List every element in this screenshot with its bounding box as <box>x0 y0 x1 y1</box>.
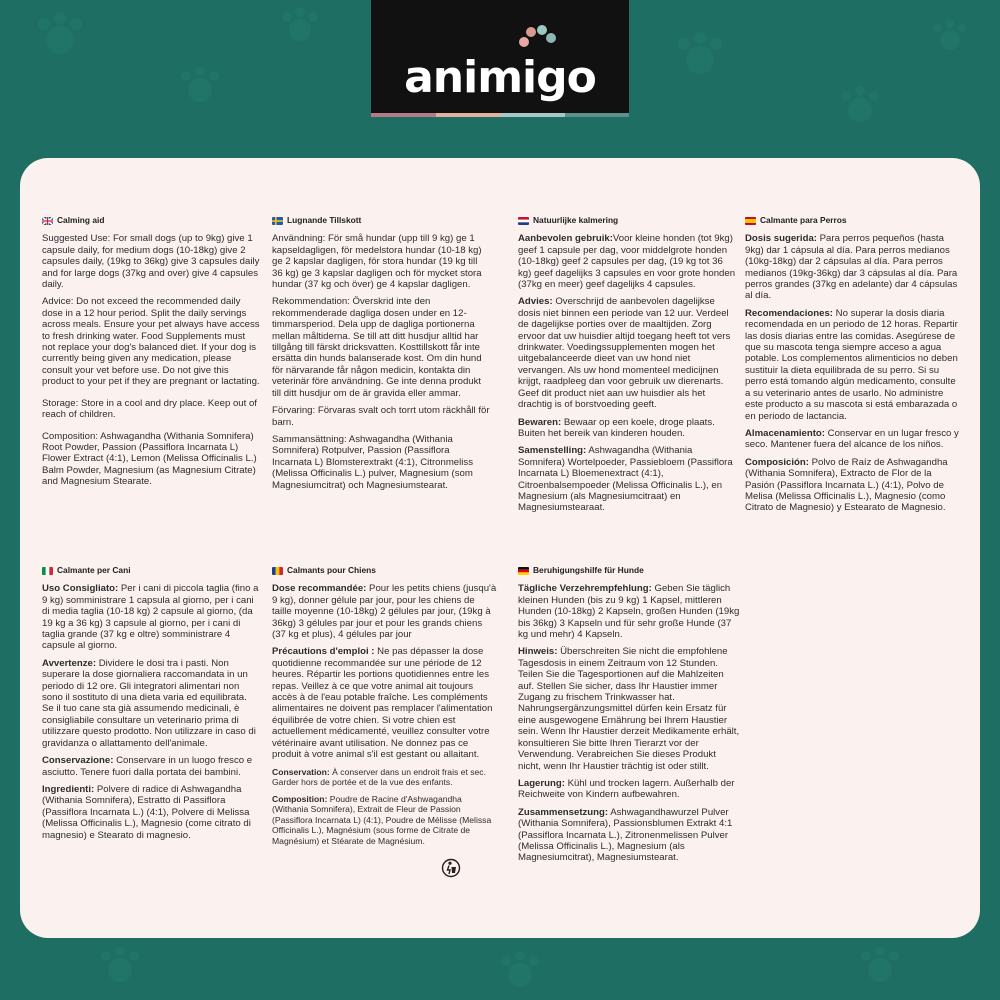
para-label: Zusammensetzung: <box>518 806 609 818</box>
para-label: Användning: <box>272 233 326 245</box>
section-title: Natuurlijke kalmering <box>533 215 619 225</box>
para-text: För små hundar (upp till 9 kg) ge 1 kapseldagligen, för medelstora hundar (10-18 kg) ge 2 kapslar dagligen, för stora hundar (19 kg till 36 kg) ge 3 kapslar dagligen och för mycket stora hundar (37 kg och över) ge 4 kapslar dagligen. <box>272 233 482 291</box>
flag-it-icon <box>42 567 53 575</box>
paragraph <box>272 405 490 428</box>
para-label: Conservazione: <box>42 755 114 767</box>
section-heading <box>272 565 497 576</box>
para-label: Avvertenze: <box>42 657 97 669</box>
section-german <box>518 565 740 870</box>
paragraph <box>745 428 961 451</box>
brand-logo: animigo <box>404 52 596 103</box>
para-text: Bewaar op een koele, droge plaats. Buiten het bereik van kinderen houden. <box>518 416 715 439</box>
para-text: Überschreiten Sie nicht die empfohlene Tagesdosis in einem Zeitraum von 12 Stunden. Teilen Sie die Tagesportionen auf die Mahlzeiten auf. Stellen Sie sicher, dass Ihr Haustier immer Zugang zu frischem Trinkwasser hat. Nahrungsergänzungsmittel dürfen kein Ersatz für eine ausgewogene Ernährung bei Ihrem Haustier sein. Wenn Ihr Haustier derzeit Medikamente erhält, konsultieren Sie bitte Ihren Tierarzt vor der Verwendung. Verabreichen Sie dieses Produkt nicht, wenn Ihr Haustier trächtig ist oder stillt. <box>518 646 740 772</box>
paragraph <box>42 583 260 651</box>
para-text: For small dogs (up to 9kg) give 1 capsule daily, for medium dogs (10-18kg) give 2 capsules daily, (19kg to 36kg) give 3 capsules daily and for large dogs (37kg and over) give 4 capsules daily. <box>42 233 260 291</box>
paragraph <box>272 434 490 491</box>
logo-stripe <box>565 113 629 117</box>
para-label: Précautions d'emploi : <box>272 646 375 658</box>
para-text: Ne pas dépasser la dose quotidienne recommandée sur une période de 12 heures. Répartir les portions quotidiennes entre les repas. Veillez à ce que votre animal ait toujours accès à de l'eau potable fraîche. Les compléments alimentaires ne doivent pas remplacer l'alimentation équilibrée de votre chien. Si votre chien est actuellement médicamenté, veuillez consulter votre vétérinaire avant utilisation. Ne donnez pas ce produit à votre animal s'il est gestant ou allaitant. <box>272 646 493 761</box>
logo-stripe <box>371 113 436 117</box>
paragraph <box>518 445 736 513</box>
section-heading <box>745 215 961 226</box>
para-label: Tägliche Verzehrempfehlung: <box>518 583 652 595</box>
section-title: Calming aid <box>57 215 105 225</box>
para-text: Overschrijd de aanbevolen dagelijkse dosis niet binnen een periode van 12 uur. Verdeel de dagelijkse porties over de maaltijden. Zorg ervoor dat uw huisdier altijd toegang heeft tot vers drinkwater. Voedingssupplementen mogen het uitgebalanceerde dieet van uw hond niet vervangen. Als uw hond momenteel medicijnen krijgt, raadpleeg dan voor gebruik uw dierenarts. Geef dit product niet aan uw huisdier als het drachtig is of borstvoeding geeft. <box>518 296 731 411</box>
section-title: Calmants pour Chiens <box>287 565 376 575</box>
para-text: Do not exceed the recommended daily dose in a 12 hour period. Split the daily servings across meals. Ensure your pet always have access to fresh drinking water. Food Supplements must not replace your dog's balanced diet. If your dog is currently being given any medication, please consult your vet before use. Do not give this product to your pet if they are pregnant or lactating. <box>42 296 260 388</box>
para-label: Ingredienti: <box>42 783 95 795</box>
para-label: Suggested Use: <box>42 233 111 245</box>
paw-logo-icon <box>518 24 558 52</box>
para-label: Conservation: <box>272 766 330 777</box>
section-heading <box>518 565 740 576</box>
para-label: Lagerung: <box>518 777 565 789</box>
section-heading <box>42 565 260 576</box>
flag-es-icon <box>745 217 756 225</box>
para-label: Rekommendation: <box>272 296 350 308</box>
para-label: Storage: <box>42 397 79 409</box>
para-label: Aanbevolen gebruik: <box>518 233 613 245</box>
paragraph <box>518 807 740 864</box>
para-text: Kühl und trocken lagern. Außerhalb der Reichweite von Kindern aufbewahren. <box>518 777 735 801</box>
section-french <box>272 565 497 853</box>
para-text: Voor kleine honden (tot 9kg) geef 1 capsule per dag, voor middelgrote honden (10-18kg) geef 2 capsules per dag, (19 kg tot 36 kg) geef dagelijks 3 capsules en voor grote honden (37kg en meer) geef dagelijks 4 capsules. <box>518 233 736 291</box>
section-italian <box>42 565 260 847</box>
paragraph <box>745 457 961 514</box>
para-text: Ashwagandha (Withania Somnifera) Wortelpoeder, Passiebloem (Passiflora Incarnata L) Bloemenextract (4:1), Citroenbalsempoeder (Melissa Officinalis L.), en Magnesium (als Magnesiumcitraat) en Magnesiumstearaat. <box>518 445 733 514</box>
para-text: À conserver dans un endroit frais et sec. Garder hors de portée et de la vue des enfants. <box>272 766 486 788</box>
paragraph <box>272 767 497 788</box>
paragraph <box>42 658 260 749</box>
paragraph <box>42 784 260 841</box>
flag-uk-icon <box>42 217 53 225</box>
para-text: Polvo de Raíz de Ashwagandha (Withania Somnifera), Extracto de Flor de la Pasión (Passiflora Incarnata L.) (4:1), Polvo de Melisa (Melissa Officinalis L.), Magnesio (como Citrato de Magnesio) y Estearato de Magnesio. <box>745 456 948 514</box>
para-text: Polvere di radice di Ashwagandha (Withania Somnifera), Estratto di Passiflora (Passiflora Incarnata L.) (4:1), Polvere di Melissa (Melissa Officinalis L.), Magnesio (come citrato di magnesio) e Stearato di magnesio. <box>42 783 251 841</box>
para-text: Store in a cool and dry place. Keep out of reach of children. <box>42 397 257 421</box>
para-label: Dose recommandée: <box>272 583 367 595</box>
para-label: Förvaring: <box>272 405 316 417</box>
para-label: Almacenamiento: <box>745 427 825 439</box>
section-english <box>42 215 260 494</box>
dispose-bin-icon <box>441 858 461 878</box>
paragraph <box>745 233 961 301</box>
para-label: Advice: <box>42 296 74 308</box>
paragraph <box>42 431 260 488</box>
paragraph <box>42 755 260 778</box>
logo-stripe <box>501 113 565 117</box>
brand-logo-panel <box>371 0 629 117</box>
para-text: Förvaras svalt och torrt utom räckhåll för barn. <box>272 405 490 428</box>
para-text: Överskrid inte den rekommenderade dagliga dosen under en 12-timmarsperiod. Dela upp de dagliga portionerna mellan måltiderna. Se till att ditt husdjur alltid har tillgång till färskt dricksvatten. Kosttillskott får inte ersätta din hunds balanserade kost. Om din hund för närvarande får någon medicin, kontakta din veterinär före användning. Ge inte denna produkt till ditt husdjur om de är gravida eller ammar. <box>272 296 482 399</box>
para-label: Hinweis: <box>518 646 558 658</box>
para-text: Per i cani di piccola taglia (fino a 9 kg) somministrare 1 capsula al giorno, per i cani di media taglia (10-18 kg) 2 capsule al giorno, (da 19 kg a 36 kg) 3 capsule al giorno, per i cani di taglia grande (37 kg e oltre) somministrare 4 capsule al giorno. <box>42 583 259 652</box>
para-text: No superar la dosis diaria recomendada en un periodo de 12 horas. Repartir las dosis diarias entre las comidas. Asegúrese de que su mascota tenga siempre acceso a agua potable. Los complementos alimenticios no deben sustituir la dieta equilibrada de su perro. Si su perro está tomando algún medicamento, consulte a su veterinario antes de usarlo. No administre este producto a su mascota si está embarazada o en periodo de lactancia. <box>745 307 958 422</box>
para-text: Ashwagandha (Withania Somnifera) Rotpulver, Passion (Passiflora Incarnata L) Blomsterextrakt (4:1), Citronmeliss (Melissa Officinalis L.) pulver, Magnesium (som Magnesiumcitrat) och Magnesiumstearat. <box>272 433 474 491</box>
paragraph <box>272 583 497 640</box>
para-label: Sammansättning: <box>272 433 347 445</box>
paragraph <box>518 296 736 410</box>
section-heading <box>518 215 736 226</box>
section-title: Calmante per Cani <box>57 565 131 575</box>
flag-fr-be-icon <box>272 567 283 575</box>
paragraph <box>518 646 740 771</box>
section-title: Calmante para Perros <box>760 215 847 225</box>
paragraph <box>42 398 260 421</box>
flag-se-icon <box>272 217 283 225</box>
para-text: Conservar en un lugar fresco y seco. Mantener fuera del alcance de los niños. <box>745 427 959 451</box>
section-dutch <box>518 215 736 520</box>
para-label: Composition: <box>42 430 98 442</box>
para-label: Composition: <box>272 793 328 804</box>
section-swedish <box>272 215 490 497</box>
paragraph <box>272 296 490 399</box>
para-label: Recomendaciones: <box>745 307 833 319</box>
paragraph <box>745 308 961 422</box>
para-label: Advies: <box>518 296 553 308</box>
paragraph <box>272 233 490 290</box>
flag-de-icon <box>518 567 529 575</box>
paragraph <box>42 233 260 290</box>
logo-stripe <box>436 113 501 117</box>
paragraph <box>518 778 740 801</box>
para-text: Ashwagandha (Withania Somnifera) Root Powder, Passion (Passiflora Incarnata L) Flower Extract (4:1), Lemon (Melissa Officinalis L.) Balm Powder, Magnesium (as Magnesium Citrate) and Magnesium Stearate. <box>42 430 257 488</box>
paragraph <box>518 233 736 290</box>
para-label: Uso Consigliato: <box>42 583 119 595</box>
section-heading <box>272 215 490 226</box>
para-text: Dividere le dosi tra i pasti. Non superare la dose giornaliera raccomandata in un periodo di 12 ore. Gli integratori alimentari non sono il sostituto di una dieta varia ed equilibrata. Se il tuo cane sta già assumendo medicinali, è consigliabile consultare un veterinario prima di utilizzare questo prodotto. Non utilizzare in caso di gravidanza o allattamento dell'animale. <box>42 657 256 749</box>
para-text: Pour les petits chiens (jusqu'à 9 kg), donner gélule par jour, pour les chiens de taille moyenne (10-18kg) 2 gélules par jour, (19kg à 36kg) 3 gélules par jour et pour les grands chiens (37 kg et plus), 4 gélules par jour <box>272 583 497 641</box>
paragraph <box>272 646 497 760</box>
section-heading <box>42 215 260 226</box>
para-label: Dosis sugerida: <box>745 233 817 245</box>
para-text: Conservare in un luogo fresco e asciutto. Tenere fuori dalla portata dei bambini. <box>42 755 253 778</box>
paragraph <box>518 583 740 640</box>
paragraph <box>518 417 736 440</box>
section-title: Lugnande Tillskott <box>287 215 362 225</box>
flag-nl-icon <box>518 217 529 225</box>
para-text: Para perros pequeños (hasta 9kg) dar 1 cápsula al día. Para perros medianos (10kg-18kg) dar 2 cápsulas al día. Para perros medianos (19kg-36kg) dar 3 cápsulas al día. Para perros grandes (37kg en adelante) dar 4 cápsulas al día. <box>745 233 958 302</box>
paragraph <box>42 296 260 387</box>
para-text: Ashwagandhawurzel Pulver (Withania Somnifera), Passionsblumen Extrakt 4:1 (Passiflora Incarnata L.), Zitronenmelissen Pulver (Melissa Officinalis L.), Magnesium (als Magnesiumcitrat), Magnesiumstearat. <box>518 806 733 864</box>
section-spanish <box>745 215 961 520</box>
para-text: Geben Sie täglich kleinen Hunden (bis zu 9 kg) 1 Kapsel, mittleren Hunden (10-18kg) 2 Kapseln, großen Hunden (19kg bis 36kg) 3 Kapseln und für sehr große Hunde (37 kg und mehr) 4 Kapseln. <box>518 583 740 641</box>
section-title: Beruhigungshilfe für Hunde <box>533 565 644 575</box>
para-label: Bewaren: <box>518 416 562 428</box>
para-label: Composición: <box>745 456 809 468</box>
paragraph <box>272 794 497 847</box>
para-text: Poudre de Racine d'Ashwagandha (Withania Somnifera), Extrait de Fleur de Passion (Passiflora Incarnata L) (4:1), Poudre de Mélisse (Melissa Officinalis L.), Magnésium (sous forme de Citrate de Magnésium) et Stéarate de Magnésium. <box>272 793 492 847</box>
para-label: Samenstelling: <box>518 445 587 457</box>
